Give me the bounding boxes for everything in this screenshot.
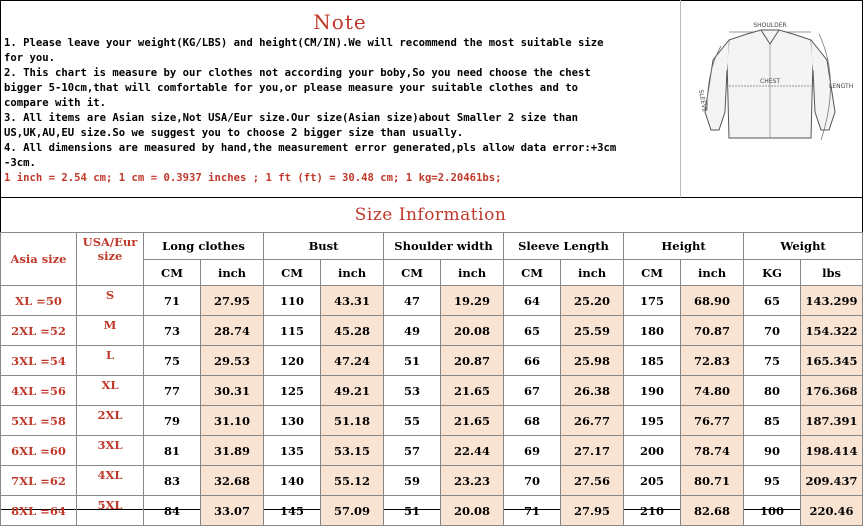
usa-size-cell: S (77, 286, 144, 316)
measurement-cell: 43.31 (321, 286, 384, 316)
measurement-cell: 130 (264, 406, 321, 436)
measurement-cell: 195 (624, 406, 681, 436)
measurement-cell: 27.95 (201, 286, 264, 316)
usa-size-cell: 4XL (77, 466, 144, 496)
measurement-cell: 220.46 (801, 496, 863, 526)
note-line: US,UK,AU,EU size.So we suggest you to choose 2 bigger size than usually. (4, 127, 464, 139)
measurement-cell: 209.437 (801, 466, 863, 496)
measurement-cell: 154.322 (801, 316, 863, 346)
measurement-cell: 31.10 (201, 406, 264, 436)
unit-header: inch (201, 260, 264, 286)
chest-label: CHEST (760, 78, 780, 85)
measurement-cell: 187.391 (801, 406, 863, 436)
measurement-cell: 31.89 (201, 436, 264, 466)
measurement-cell: 51 (384, 496, 441, 526)
unit-header: lbs (801, 260, 863, 286)
note-line: -3cm. (4, 157, 36, 169)
table-row (1, 496, 863, 526)
measurement-cell: 25.20 (561, 286, 624, 316)
measurement-cell: 72.83 (681, 346, 744, 376)
measurement-cell: 64 (504, 286, 561, 316)
measurement-cell: 125 (264, 376, 321, 406)
usa-size-cell: L (77, 346, 144, 376)
measurement-cell: 53 (384, 376, 441, 406)
measurement-cell: 30.31 (201, 376, 264, 406)
measurement-cell: 205 (624, 466, 681, 496)
shirt-diagram (681, 0, 862, 198)
measurement-cell: 83 (144, 466, 201, 496)
measurement-cell: 70 (744, 316, 801, 346)
measurement-cell: 80 (744, 376, 801, 406)
note-line: 3. All items are Asian size,Not USA/Eur size.Our size(Asian size)about Smaller 2 size than (4, 112, 579, 124)
measurement-cell: 100 (744, 496, 801, 526)
header-bust: Bust (264, 233, 384, 260)
measurement-cell: 51 (384, 346, 441, 376)
measurement-cell: 67 (504, 376, 561, 406)
measurement-cell: 73 (144, 316, 201, 346)
measurement-cell: 55.12 (321, 466, 384, 496)
measurement-cell: 29.53 (201, 346, 264, 376)
measurement-cell: 23.23 (441, 466, 504, 496)
table-row (1, 406, 863, 436)
usa-size-cell: 5XL (77, 496, 144, 526)
asia-size-cell: 5XL =58 (1, 406, 77, 436)
measurement-cell: 75 (744, 346, 801, 376)
measurement-cell: 22.44 (441, 436, 504, 466)
measurement-cell: 26.77 (561, 406, 624, 436)
measurement-cell: 28.74 (201, 316, 264, 346)
note-line: for you. (4, 52, 56, 64)
measurement-cell: 21.65 (441, 376, 504, 406)
measurement-cell: 135 (264, 436, 321, 466)
note-title: Note (313, 10, 367, 34)
asia-size-cell: 8XL =64 (1, 496, 77, 526)
usa-size-cell: XL (77, 376, 144, 406)
unit-header: inch (321, 260, 384, 286)
measurement-cell: 82.68 (681, 496, 744, 526)
measurement-cell: 47.24 (321, 346, 384, 376)
measurement-cell: 165.345 (801, 346, 863, 376)
measurement-cell: 25.59 (561, 316, 624, 346)
size-information-title: Size Information (0, 198, 861, 233)
measurement-cell: 25.98 (561, 346, 624, 376)
table-row (1, 376, 863, 406)
header-shoulder-width: Shoulder width (384, 233, 504, 260)
usa-size-cell: M (77, 316, 144, 346)
measurement-cell: 59 (384, 466, 441, 496)
shirt-illustration (681, 0, 862, 197)
measurement-cell: 20.08 (441, 496, 504, 526)
unit-header: CM (384, 260, 441, 286)
unit-header: inch (681, 260, 744, 286)
note-line: bigger 5-10cm,that will comfortable for you,or please measure your suitable clothes and to (4, 82, 579, 94)
measurement-cell: 27.95 (561, 496, 624, 526)
measurement-cell: 26.38 (561, 376, 624, 406)
header-long-clothes: Long clothes (144, 233, 264, 260)
measurement-cell: 75 (144, 346, 201, 376)
asia-size-cell: 3XL =54 (1, 346, 77, 376)
measurement-cell: 57 (384, 436, 441, 466)
note-line: 2. This chart is measure by our clothes not according your boby,So you need choose the chest (4, 67, 591, 79)
measurement-cell: 53.15 (321, 436, 384, 466)
sleeve-label: SLEEVE (697, 89, 708, 113)
usa-size-cell: 2XL (77, 406, 144, 436)
measurement-cell: 85 (744, 406, 801, 436)
measurement-cell: 32.68 (201, 466, 264, 496)
asia-size-cell: 2XL =52 (1, 316, 77, 346)
note-text (4, 36, 680, 186)
header-sleeve-length: Sleeve Length (504, 233, 624, 260)
measurement-cell: 180 (624, 316, 681, 346)
measurement-cell: 47 (384, 286, 441, 316)
usa-size-cell: 3XL (77, 436, 144, 466)
measurement-cell: 143.299 (801, 286, 863, 316)
measurement-cell: 33.07 (201, 496, 264, 526)
measurement-cell: 70.87 (681, 316, 744, 346)
note-line: 4. All dimensions are measured by hand,the measurement error generated,pls allow data error:+3cm (4, 142, 617, 154)
table-row (1, 436, 863, 466)
unit-header: inch (561, 260, 624, 286)
table-row (1, 466, 863, 496)
measurement-cell: 70 (504, 466, 561, 496)
measurement-cell: 51.18 (321, 406, 384, 436)
measurement-cell: 55 (384, 406, 441, 436)
measurement-cell: 68 (504, 406, 561, 436)
measurement-cell: 176.368 (801, 376, 863, 406)
measurement-cell: 95 (744, 466, 801, 496)
header-weight: Weight (744, 233, 863, 260)
measurement-cell: 77 (144, 376, 201, 406)
shoulder-label: SHOULDER (753, 22, 787, 29)
asia-size-cell: XL =50 (1, 286, 77, 316)
measurement-cell: 71 (504, 496, 561, 526)
measurement-cell: 200 (624, 436, 681, 466)
measurement-cell: 49 (384, 316, 441, 346)
measurement-cell: 210 (624, 496, 681, 526)
note-panel (0, 0, 681, 198)
unit-header: CM (504, 260, 561, 286)
header-height: Height (624, 233, 744, 260)
asia-size-cell: 4XL =56 (1, 376, 77, 406)
measurement-cell: 140 (264, 466, 321, 496)
table-row (1, 316, 863, 346)
unit-header: CM (144, 260, 201, 286)
measurement-cell: 190 (624, 376, 681, 406)
size-table (0, 232, 863, 526)
measurement-cell: 175 (624, 286, 681, 316)
measurement-cell: 66 (504, 346, 561, 376)
measurement-cell: 27.56 (561, 466, 624, 496)
measurement-cell: 65 (504, 316, 561, 346)
unit-conversion: 1 inch = 2.54 cm; 1 cm = 0.3937 inches ; 1 ft (ft) = 30.48 cm; 1 kg=2.20461bs; (4, 172, 502, 184)
measurement-cell: 78.74 (681, 436, 744, 466)
measurement-cell: 71 (144, 286, 201, 316)
measurement-cell: 185 (624, 346, 681, 376)
measurement-cell: 20.87 (441, 346, 504, 376)
measurement-cell: 49.21 (321, 376, 384, 406)
measurement-cell: 57.09 (321, 496, 384, 526)
asia-size-cell: 6XL =60 (1, 436, 77, 466)
measurement-cell: 20.08 (441, 316, 504, 346)
header-asia-size: Asia size (1, 233, 77, 286)
asia-size-cell: 7XL =62 (1, 466, 77, 496)
measurement-cell: 79 (144, 406, 201, 436)
measurement-cell: 80.71 (681, 466, 744, 496)
measurement-cell: 198.414 (801, 436, 863, 466)
measurement-cell: 90 (744, 436, 801, 466)
measurement-cell: 69 (504, 436, 561, 466)
measurement-cell: 19.29 (441, 286, 504, 316)
measurement-cell: 110 (264, 286, 321, 316)
measurement-cell: 68.90 (681, 286, 744, 316)
measurement-cell: 65 (744, 286, 801, 316)
note-line: 1. Please leave your weight(KG/LBS) and height(CM/IN).We will recommend the most suitable size (4, 37, 604, 49)
table-row (1, 286, 863, 316)
size-rows (1, 286, 863, 526)
measurement-cell: 115 (264, 316, 321, 346)
unit-header: inch (441, 260, 504, 286)
measurement-cell: 76.77 (681, 406, 744, 436)
note-line: compare with it. (4, 97, 107, 109)
measurement-cell: 74.80 (681, 376, 744, 406)
unit-header: KG (744, 260, 801, 286)
measurement-cell: 45.28 (321, 316, 384, 346)
measurement-cell: 81 (144, 436, 201, 466)
unit-header: CM (264, 260, 321, 286)
measurement-cell: 145 (264, 496, 321, 526)
header-usa-eur-size: USA/Eur size (77, 233, 144, 286)
measurement-cell: 120 (264, 346, 321, 376)
measurement-cell: 21.65 (441, 406, 504, 436)
unit-header: CM (624, 260, 681, 286)
measurement-cell: 84 (144, 496, 201, 526)
measurement-cell: 27.17 (561, 436, 624, 466)
length-label: LENGTH (829, 83, 854, 90)
table-row (1, 346, 863, 376)
